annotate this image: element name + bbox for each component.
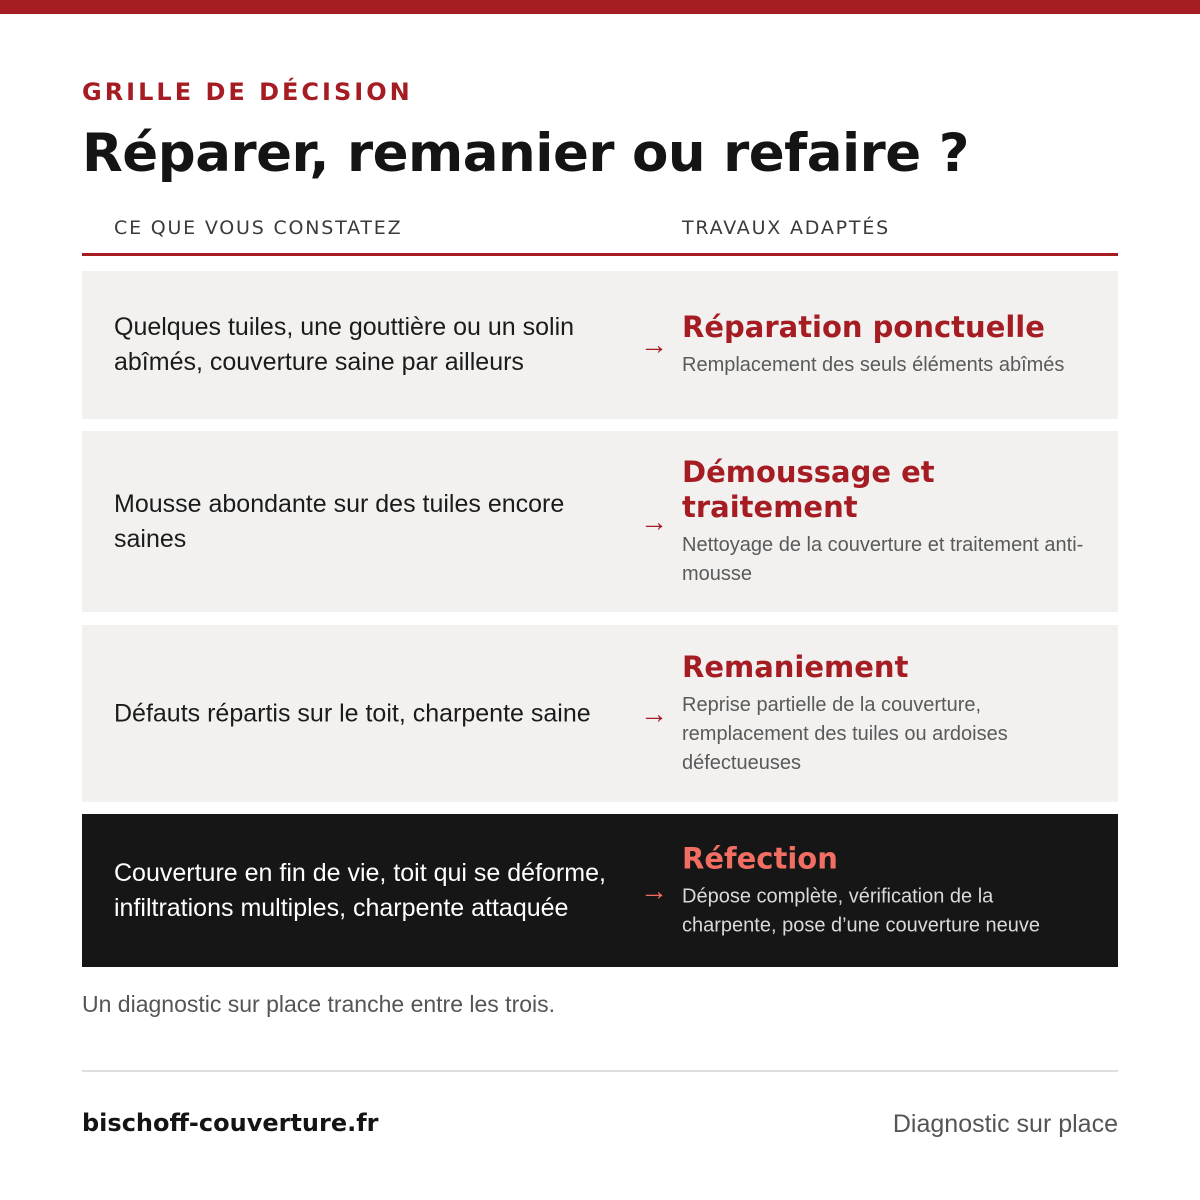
decision-row-moss-treatment xyxy=(82,431,1118,612)
row-work xyxy=(682,310,1092,380)
row-situation: Quelques tuiles, une gouttière ou un solin abîmés, couverture saine par ailleurs xyxy=(114,313,575,376)
page-title: Réparer, remanier ou refaire ? xyxy=(82,123,969,184)
website-name: bischoff-couverture.fr xyxy=(82,1109,379,1137)
arrow-right-icon: → xyxy=(640,697,668,729)
decision-row-repair xyxy=(82,271,1118,419)
row-work xyxy=(682,455,1092,589)
top-accent-bar xyxy=(0,0,1200,14)
footer-tagline: Diagnostic sur place xyxy=(892,1110,1118,1138)
decision-row-reworking xyxy=(82,625,1118,802)
footnote: Un diagnostic sur place tranche entre les trois. xyxy=(82,991,556,1017)
row-work-title: Réfection xyxy=(682,841,838,875)
row-work xyxy=(682,841,1092,940)
arrow-right-icon: → xyxy=(640,874,668,906)
row-work-title: Démoussage et traitement xyxy=(682,454,935,524)
row-work-title: Réparation ponctuelle xyxy=(682,310,1045,344)
decision-row-full-renovation xyxy=(82,814,1118,967)
row-work xyxy=(682,650,1092,778)
row-situation: Défauts répartis sur le toit, charpente saine xyxy=(114,699,591,727)
row-work-title: Remaniement xyxy=(682,649,909,684)
row-situation: Mousse abondante sur des tuiles encore saines xyxy=(114,489,565,553)
footer-divider xyxy=(82,1070,1118,1072)
column-header-observations: CE QUE VOUS CONSTATEZ xyxy=(114,217,403,239)
eyebrow-label: GRILLE DE DÉCISION xyxy=(82,78,413,106)
column-header-works: TRAVAUX ADAPTÉS xyxy=(682,217,890,239)
arrow-right-icon: → xyxy=(640,329,668,360)
header-divider xyxy=(82,253,1118,256)
row-work-description: Dépose complète, vérification de la charpente, pose d’une couverture neuve xyxy=(682,885,1041,936)
arrow-right-icon: → xyxy=(640,505,668,537)
row-work-description: Remplacement des seuls éléments abîmés xyxy=(682,354,1065,376)
row-work-description: Reprise partielle de la couverture, remplacement des tuiles ou ardoises défectueuses xyxy=(682,693,1008,774)
row-situation: Couverture en fin de vie, toit qui se déforme, infiltrations multiples, charpente attaquée xyxy=(114,858,606,922)
row-work-description: Nettoyage de la couverture et traitement anti-mousse xyxy=(682,533,1084,585)
